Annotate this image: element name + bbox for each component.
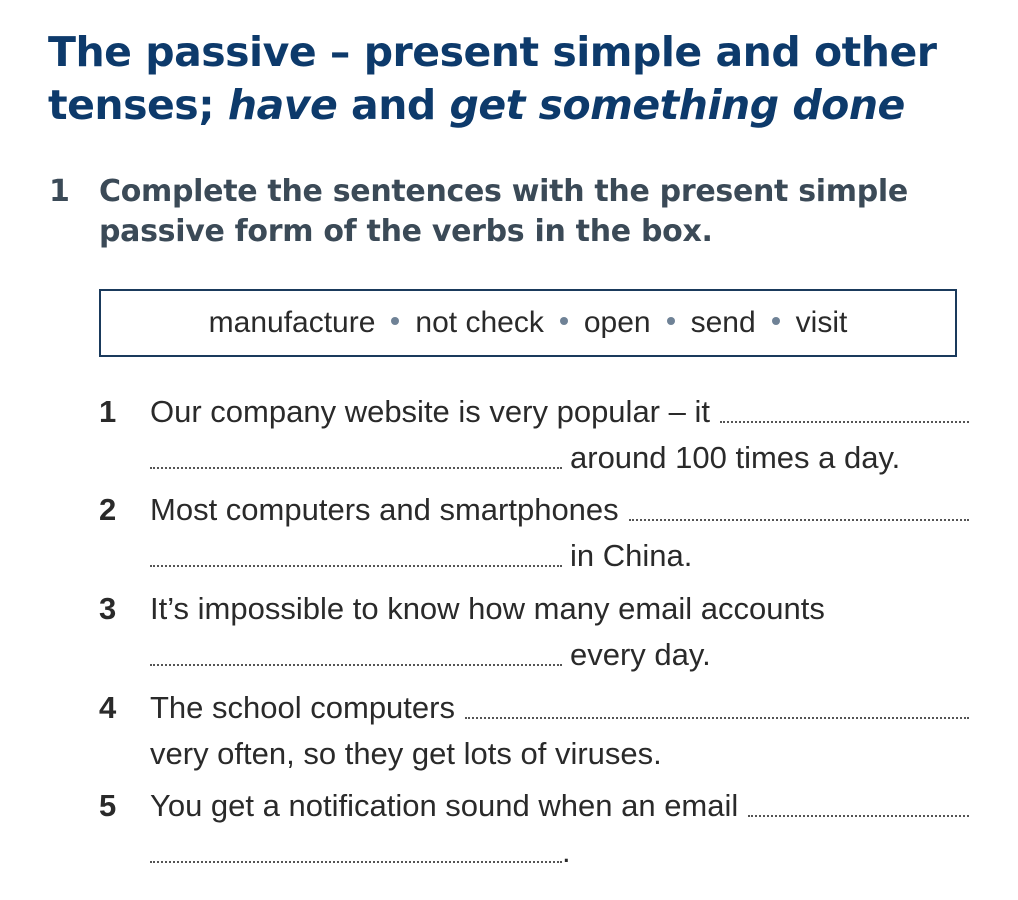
answer-blank[interactable] [150, 664, 562, 666]
question-text: You get a notification sound when an email [150, 788, 739, 823]
question-number: 4 [99, 690, 117, 725]
answer-blank[interactable] [720, 421, 969, 423]
title-part-have: have [227, 81, 338, 129]
question-3 [99, 586, 969, 678]
word-box-item: not check [415, 306, 544, 339]
question-number: 5 [99, 788, 117, 823]
bullet-separator-icon [391, 317, 399, 325]
word-box-item: send [690, 306, 756, 339]
question-text-end: in China. [570, 538, 693, 573]
bullet-separator-icon [560, 317, 568, 325]
answer-blank-continued[interactable] [150, 861, 562, 863]
instruction-line-2: passive form of the verbs in the box. [99, 214, 713, 249]
answer-blank[interactable] [748, 815, 969, 817]
word-box-item: open [583, 306, 651, 339]
question-text-end: around 100 times a day. [570, 440, 901, 475]
page-title [48, 26, 988, 132]
question-number: 2 [99, 492, 117, 527]
title-part-and: and [337, 81, 450, 129]
question-1 [99, 389, 969, 481]
answer-blank-continued[interactable] [150, 565, 562, 567]
question-2 [99, 487, 969, 579]
bullet-separator-icon [772, 317, 780, 325]
question-text-end: every day. [570, 637, 711, 672]
answer-blank[interactable] [629, 519, 969, 521]
question-text: Most computers and smartphones [150, 492, 619, 527]
title-part-get-something-done: get something done [449, 81, 905, 129]
title-part-tenses: tenses; [48, 81, 228, 129]
question-text: It’s impossible to know how many email accounts [150, 591, 825, 626]
answer-blank-continued[interactable] [150, 467, 562, 469]
question-number: 1 [99, 394, 117, 429]
word-box-item: visit [795, 306, 848, 339]
question-5 [99, 783, 969, 875]
title-line-1: The passive – present simple and other [48, 28, 937, 76]
question-text-end: . [562, 834, 571, 869]
bullet-separator-icon [667, 317, 675, 325]
question-text: Our company website is very popular – it [150, 394, 710, 429]
word-box [99, 289, 957, 357]
exercise-instruction [99, 172, 979, 252]
answer-blank[interactable] [465, 717, 969, 719]
question-4 [99, 685, 969, 777]
word-box-item: manufacture [208, 306, 376, 339]
instruction-line-1: Complete the sentences with the present simple [99, 174, 908, 209]
exercise-number: 1 [49, 174, 70, 209]
question-text: The school computers [150, 690, 455, 725]
question-text-end: very often, so they get lots of viruses. [150, 736, 662, 771]
question-number: 3 [99, 591, 117, 626]
